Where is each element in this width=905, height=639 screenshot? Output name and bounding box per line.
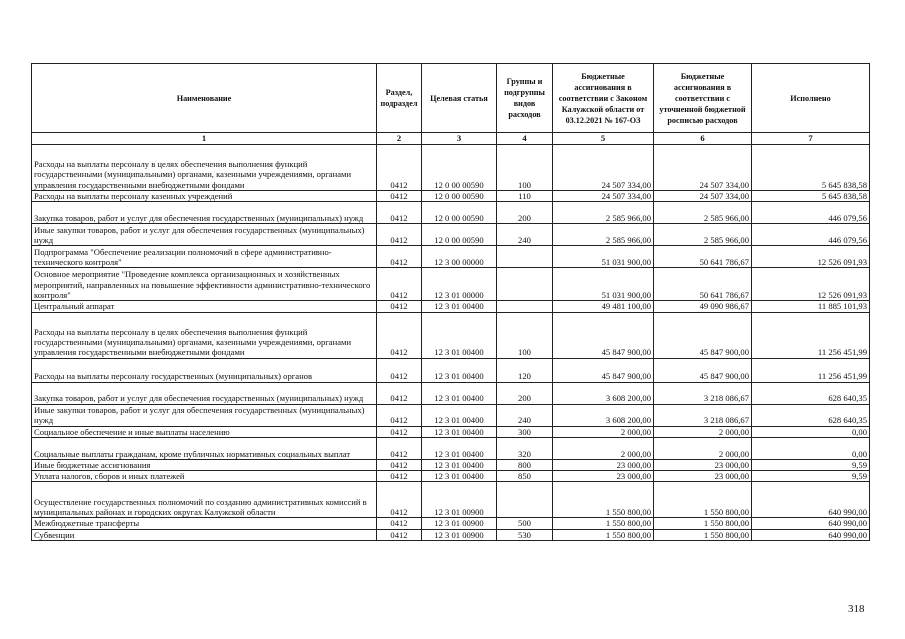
cell-plan: 3 218 086,67 (654, 404, 752, 426)
table-row (32, 268, 870, 301)
cell-law: 24 507 334,00 (553, 191, 654, 202)
cell-article: 12 3 01 00900 (422, 482, 497, 518)
cell-section: 0412 (377, 202, 422, 224)
cell-name: Социальное обеспечение и иные выплаты населению (32, 426, 377, 437)
cell-name: Подпрограмма "Обеспечение реализации полномочий в сфере административно-технического контроля" (32, 246, 377, 268)
cell-section: 0412 (377, 191, 422, 202)
cell-done: 11 256 451,99 (752, 312, 870, 358)
cell-name: Центральный аппарат (32, 301, 377, 312)
cell-name: Расходы на выплаты персоналу в целях обеспечения выполнения функций государственными (муниципальными) органами, казенными учреждениями, органами управления государственными внебюджетными фондами (32, 312, 377, 358)
column-number: 6 (654, 133, 752, 145)
header-law: Бюджетные ассигнования в соответствии с Законом Калужской области от 03.12.2021 № 167-ОЗ (553, 64, 654, 133)
cell-section: 0412 (377, 224, 422, 246)
cell-done: 640 990,00 (752, 529, 870, 540)
cell-article: 12 3 01 00400 (422, 471, 497, 482)
cell-done: 5 645 838,58 (752, 191, 870, 202)
cell-group: 100 (497, 312, 553, 358)
cell-group: 500 (497, 518, 553, 529)
cell-law: 1 550 800,00 (553, 518, 654, 529)
cell-done: 628 640,35 (752, 404, 870, 426)
cell-section: 0412 (377, 382, 422, 404)
column-number: 7 (752, 133, 870, 145)
cell-name: Межбюджетные трансферты (32, 518, 377, 529)
cell-plan: 3 218 086,67 (654, 382, 752, 404)
cell-name: Иные бюджетные ассигнования (32, 459, 377, 470)
cell-name: Расходы на выплаты персоналу государственных (муниципальных) органов (32, 358, 377, 382)
cell-plan: 1 550 800,00 (654, 529, 752, 540)
cell-section: 0412 (377, 518, 422, 529)
cell-plan: 24 507 334,00 (654, 145, 752, 191)
cell-section: 0412 (377, 459, 422, 470)
cell-group: 800 (497, 459, 553, 470)
table-row (32, 482, 870, 518)
budget-table (31, 63, 870, 541)
column-number-row (32, 133, 870, 145)
table-row (32, 224, 870, 246)
cell-done: 11 256 451,99 (752, 358, 870, 382)
cell-group (497, 246, 553, 268)
cell-section: 0412 (377, 437, 422, 459)
header-group: Группы и подгруппы видов расходов (497, 64, 553, 133)
cell-law: 1 550 800,00 (553, 482, 654, 518)
cell-law: 45 847 900,00 (553, 312, 654, 358)
cell-name: Закупка товаров, работ и услуг для обеспечения государственных (муниципальных) нужд (32, 382, 377, 404)
cell-group: 240 (497, 224, 553, 246)
cell-section: 0412 (377, 426, 422, 437)
table-row (32, 312, 870, 358)
cell-group (497, 482, 553, 518)
table-body (32, 145, 870, 541)
cell-law: 45 847 900,00 (553, 358, 654, 382)
cell-name: Расходы на выплаты персоналу в целях обеспечения выполнения функций государственными (муниципальными) органами, казенными учреждениями, органами управления государственными внебюджетными фондами (32, 145, 377, 191)
cell-section: 0412 (377, 312, 422, 358)
header-done: Исполнено (752, 64, 870, 133)
cell-group: 120 (497, 358, 553, 382)
cell-law: 2 000,00 (553, 426, 654, 437)
cell-article: 12 3 01 00900 (422, 529, 497, 540)
cell-name: Закупка товаров, работ и услуг для обеспечения государственных (муниципальных) нужд (32, 202, 377, 224)
header-article: Целевая статья (422, 64, 497, 133)
table-row (32, 471, 870, 482)
table-row (32, 529, 870, 540)
cell-law: 3 608 200,00 (553, 404, 654, 426)
cell-name: Иные закупки товаров, работ и услуг для обеспечения государственных (муниципальных) нужд (32, 224, 377, 246)
cell-article: 12 3 01 00900 (422, 518, 497, 529)
cell-group (497, 268, 553, 301)
table-row (32, 382, 870, 404)
cell-name: Осуществление государственных полномочий по созданию административных комиссий в муниципальных районах и городских округах Калужской области (32, 482, 377, 518)
cell-section: 0412 (377, 358, 422, 382)
cell-name: Уплата налогов, сборов и иных платежей (32, 471, 377, 482)
cell-law: 1 550 800,00 (553, 529, 654, 540)
cell-section: 0412 (377, 246, 422, 268)
column-number: 1 (32, 133, 377, 145)
cell-section: 0412 (377, 404, 422, 426)
cell-done: 12 526 091,93 (752, 246, 870, 268)
cell-law: 2 000,00 (553, 437, 654, 459)
table-row (32, 518, 870, 529)
column-number: 2 (377, 133, 422, 145)
cell-plan: 1 550 800,00 (654, 518, 752, 529)
cell-done: 9,59 (752, 471, 870, 482)
cell-law: 51 031 900,00 (553, 246, 654, 268)
cell-name: Расходы на выплаты персоналу казенных учреждений (32, 191, 377, 202)
cell-section: 0412 (377, 529, 422, 540)
cell-done: 0,00 (752, 437, 870, 459)
cell-plan: 45 847 900,00 (654, 312, 752, 358)
cell-section: 0412 (377, 301, 422, 312)
cell-section: 0412 (377, 471, 422, 482)
cell-law: 2 585 966,00 (553, 202, 654, 224)
cell-group: 320 (497, 437, 553, 459)
cell-law: 23 000,00 (553, 471, 654, 482)
cell-article: 12 3 01 00400 (422, 437, 497, 459)
cell-article: 12 0 00 00590 (422, 145, 497, 191)
cell-law: 2 585 966,00 (553, 224, 654, 246)
cell-article: 12 3 01 00400 (422, 426, 497, 437)
cell-article: 12 0 00 00590 (422, 202, 497, 224)
cell-law: 23 000,00 (553, 459, 654, 470)
cell-plan: 49 090 986,67 (654, 301, 752, 312)
cell-plan: 50 641 786,67 (654, 246, 752, 268)
cell-group: 300 (497, 426, 553, 437)
cell-article: 12 0 00 00590 (422, 191, 497, 202)
cell-article: 12 3 01 00400 (422, 382, 497, 404)
table-row (32, 459, 870, 470)
cell-article: 12 3 01 00000 (422, 268, 497, 301)
table-header-row (32, 64, 870, 133)
cell-done: 446 079,56 (752, 202, 870, 224)
header-section: Раздел, подраздел (377, 64, 422, 133)
cell-name: Субвенции (32, 529, 377, 540)
cell-article: 12 0 00 00590 (422, 224, 497, 246)
cell-group: 200 (497, 202, 553, 224)
table-row (32, 301, 870, 312)
cell-plan: 2 585 966,00 (654, 224, 752, 246)
cell-law: 24 507 334,00 (553, 145, 654, 191)
cell-article: 12 3 01 00400 (422, 301, 497, 312)
cell-done: 0,00 (752, 426, 870, 437)
cell-group (497, 301, 553, 312)
cell-plan: 1 550 800,00 (654, 482, 752, 518)
cell-done: 640 990,00 (752, 482, 870, 518)
cell-group: 110 (497, 191, 553, 202)
cell-plan: 2 585 966,00 (654, 202, 752, 224)
cell-done: 9,59 (752, 459, 870, 470)
table-row (32, 358, 870, 382)
cell-law: 51 031 900,00 (553, 268, 654, 301)
cell-section: 0412 (377, 145, 422, 191)
table-row (32, 191, 870, 202)
cell-article: 12 3 00 00000 (422, 246, 497, 268)
cell-article: 12 3 01 00400 (422, 404, 497, 426)
cell-article: 12 3 01 00400 (422, 358, 497, 382)
table-row (32, 246, 870, 268)
cell-group: 530 (497, 529, 553, 540)
table-row (32, 404, 870, 426)
table-row (32, 145, 870, 191)
cell-group: 850 (497, 471, 553, 482)
header-name: Наименование (32, 64, 377, 133)
cell-plan: 2 000,00 (654, 437, 752, 459)
cell-plan: 45 847 900,00 (654, 358, 752, 382)
cell-group: 100 (497, 145, 553, 191)
cell-article: 12 3 01 00400 (422, 312, 497, 358)
cell-done: 640 990,00 (752, 518, 870, 529)
cell-done: 628 640,35 (752, 382, 870, 404)
cell-law: 3 608 200,00 (553, 382, 654, 404)
cell-group: 200 (497, 382, 553, 404)
column-number: 3 (422, 133, 497, 145)
cell-section: 0412 (377, 482, 422, 518)
cell-done: 11 885 101,93 (752, 301, 870, 312)
cell-done: 12 526 091,93 (752, 268, 870, 301)
cell-name: Социальные выплаты гражданам, кроме публичных нормативных социальных выплат (32, 437, 377, 459)
header-plan: Бюджетные ассигнования в соответствии с уточненной бюджетной росписью расходов (654, 64, 752, 133)
cell-plan: 23 000,00 (654, 471, 752, 482)
cell-plan: 2 000,00 (654, 426, 752, 437)
table-row (32, 426, 870, 437)
table-row (32, 437, 870, 459)
cell-name: Иные закупки товаров, работ и услуг для обеспечения государственных (муниципальных) нужд (32, 404, 377, 426)
cell-article: 12 3 01 00400 (422, 459, 497, 470)
cell-plan: 23 000,00 (654, 459, 752, 470)
column-number: 5 (553, 133, 654, 145)
cell-section: 0412 (377, 268, 422, 301)
cell-plan: 24 507 334,00 (654, 191, 752, 202)
page-number: 318 (848, 603, 865, 615)
cell-done: 5 645 838,58 (752, 145, 870, 191)
column-number: 4 (497, 133, 553, 145)
cell-name: Основное мероприятие "Проведение комплекса организационных и хозяйственных мероприятий, направленных на повышение эффективности административно-технического контроля" (32, 268, 377, 301)
table-row (32, 202, 870, 224)
cell-group: 240 (497, 404, 553, 426)
cell-law: 49 481 100,00 (553, 301, 654, 312)
cell-plan: 50 641 786,67 (654, 268, 752, 301)
cell-done: 446 079,56 (752, 224, 870, 246)
